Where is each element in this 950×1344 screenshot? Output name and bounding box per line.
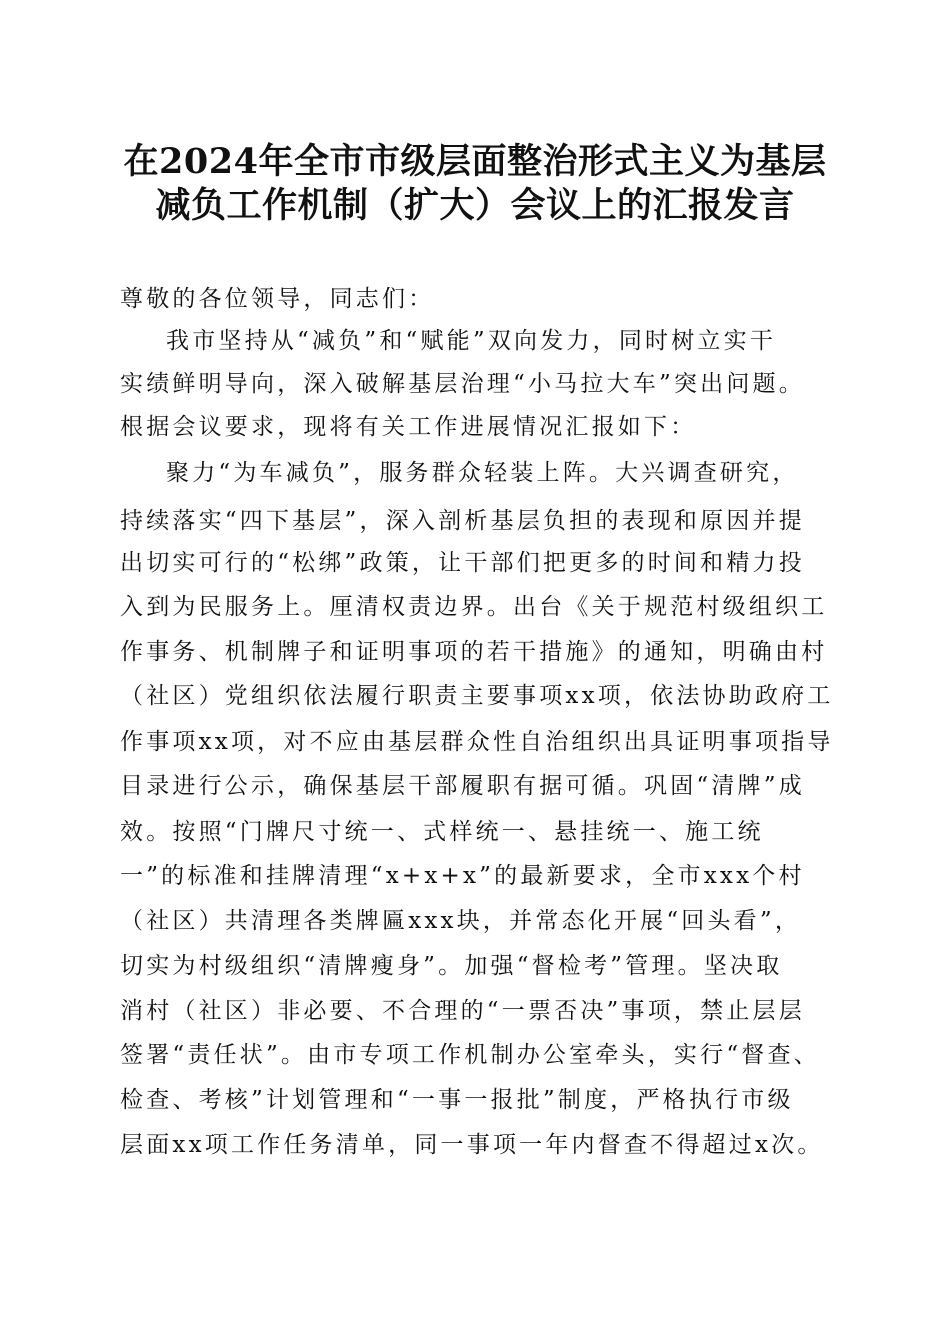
body-line: 入到为民服务上。厘清权责边界。出台《关于规范村级组织工 (120, 594, 828, 620)
body-line: 出切实可行的“松绑”政策，让干部们把更多的时间和精力投 (120, 550, 805, 576)
body-line: 作事项xx项，对不应由基层群众性自治组织出具证明事项指导 (120, 729, 834, 755)
body-line: （社区）党组织依法履行职责主要事项xx项，依法协助政府工 (120, 683, 834, 709)
body-line: 层面xx项工作任务清单，同一事项一年内督查不得超过x次。 (120, 1132, 824, 1158)
body-line: 我市坚持从“减负”和“赋能”双向发力，同时树立实干 (166, 328, 777, 354)
body-line: 消村（社区）非必要、不合理的“一票否决”事项，禁止层层 (120, 998, 805, 1024)
body-line: 作事务、机制牌子和证明事项的若干措施》的通知，明确由村 (120, 639, 828, 665)
body-line: 切实为村级组织“清牌瘦身”。加强“督检考”管理。坚决取 (120, 953, 783, 979)
body-line: 根据会议要求，现将有关工作进展情况汇报如下： (120, 414, 697, 440)
body-line: 目录进行公示，确保基层干部履职有据可循。巩固“清牌”成 (120, 773, 805, 799)
body-line: （社区）共清理各类牌匾xxx块，并常态化开展“回头看”， (120, 908, 802, 934)
body-line: 效。按照“门牌尺寸统一、式样统一、悬挂统一、施工统 (120, 819, 764, 845)
body-line: 实绩鲜明导向，深入破解基层治理“小马拉大车”突出问题。 (120, 371, 805, 397)
document-title-line-1: 在2024年全市市级层面整治形式主义为基层 (123, 141, 827, 182)
body-line: 检查、考核”计划管理和“一事一报批”制度，严格执行市级 (120, 1087, 794, 1113)
document-title-line-2: 减负工作机制（扩大）会议上的汇报发言 (155, 185, 795, 226)
body-line: 持续落实“四下基层”，深入剖析基层负担的表现和原因并提 (120, 508, 805, 534)
salutation: 尊敬的各位领导，同志们： (120, 286, 435, 312)
body-line: 签署“责任状”。由市专项工作机制办公室牵头，实行“督查、 (120, 1042, 820, 1068)
body-line: 一”的标准和挂牌清理“x+x+x”的最新要求，全市xxx个村 (120, 863, 805, 889)
body-line: 聚力“为车减负”，服务群众轻装上阵。大兴调查研究， (166, 460, 799, 486)
